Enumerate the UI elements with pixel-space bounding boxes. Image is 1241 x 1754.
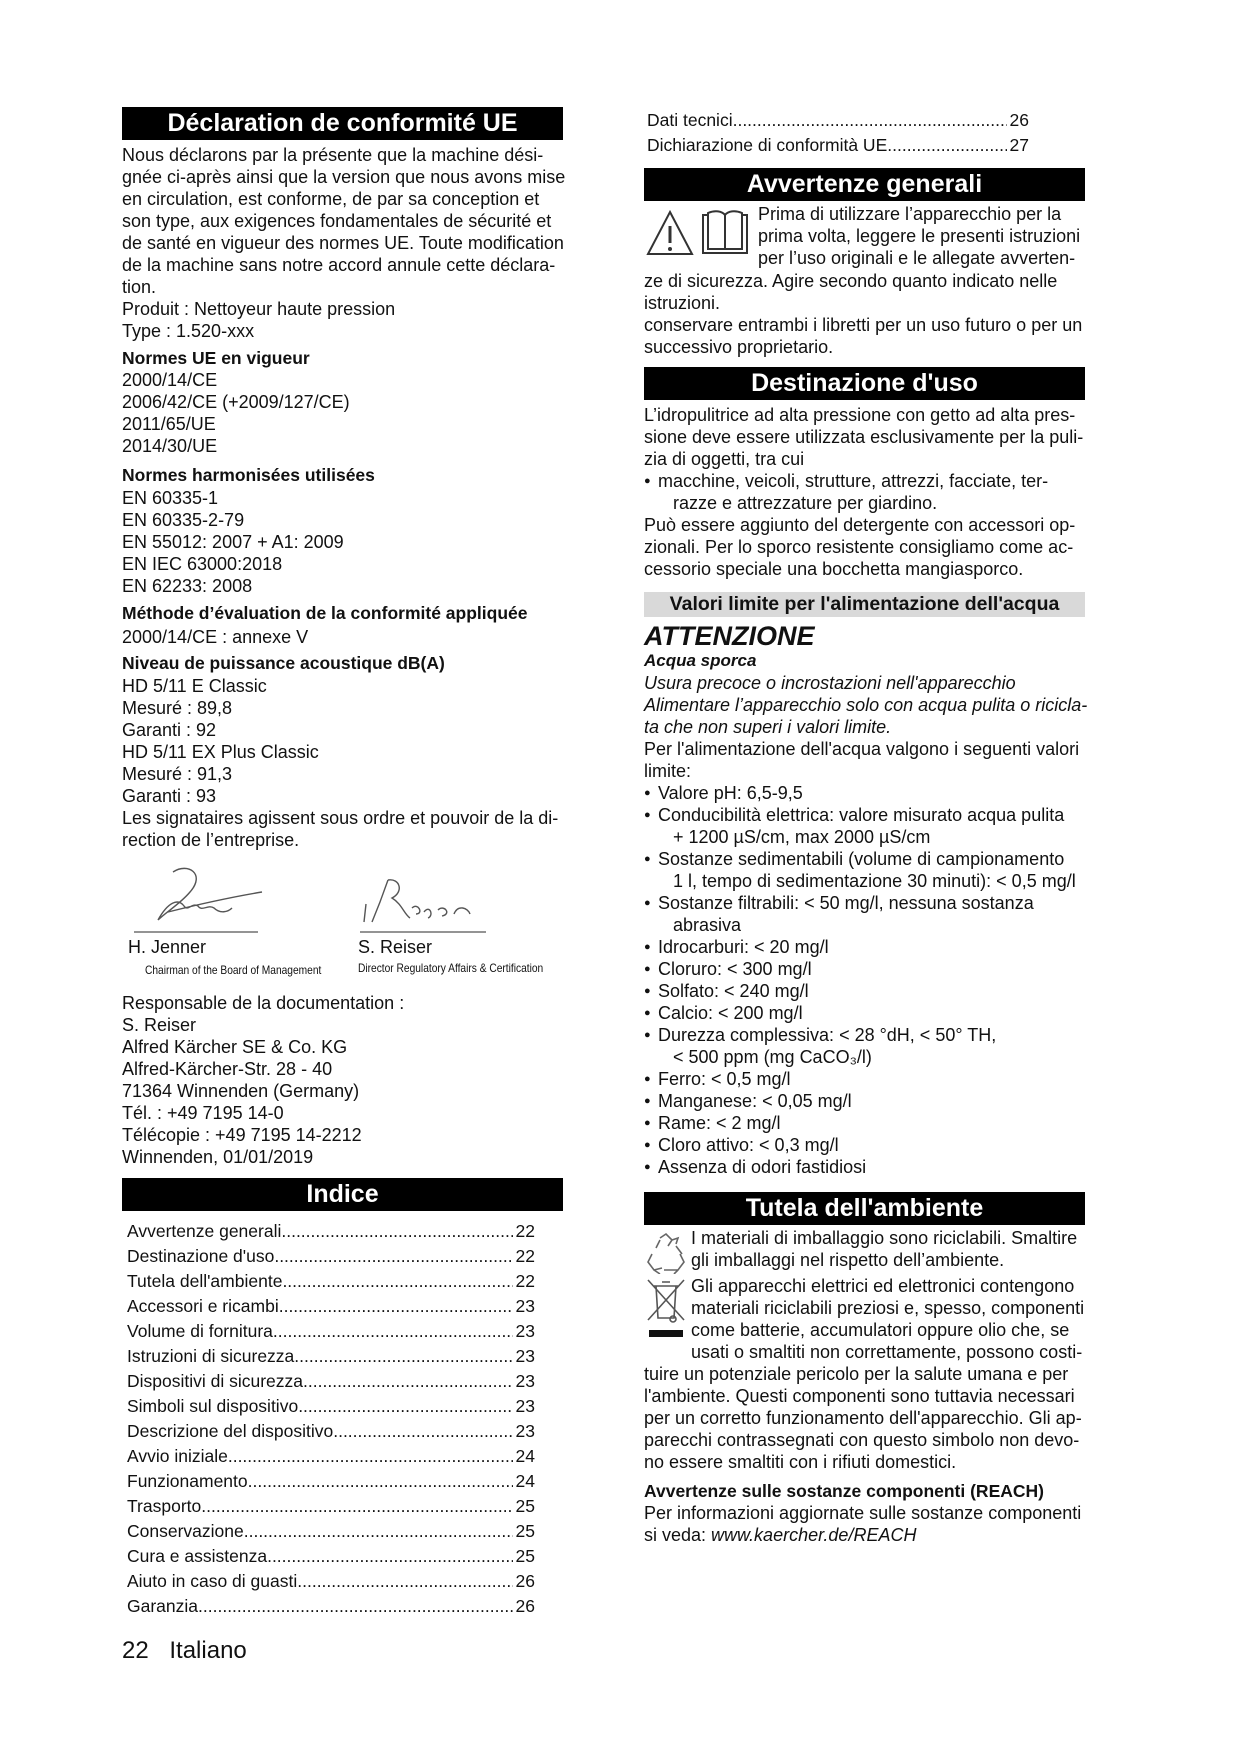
text-line: zionali. Per lo sporco resistente consigliamo come ac-	[644, 537, 1074, 557]
text-line: materiali riciclabili preziosi e, spesso, componenti	[691, 1298, 1085, 1318]
text-line: Tél. : +49 7195 14-0	[122, 1103, 284, 1123]
signatory-title: Director Regulatory Affairs & Certification	[358, 961, 544, 975]
language-label: Italiano	[169, 1637, 247, 1664]
warning-triangle-icon	[645, 209, 695, 262]
table-of-contents	[127, 1219, 535, 1619]
text-line: istruzioni.	[644, 293, 721, 313]
section-heading-declaration: Déclaration de conformité UE	[122, 107, 563, 140]
toc-entry-label: Dispositivi di sicurezza	[127, 1371, 304, 1391]
text-line: Alfred-Kärcher-Str. 28 - 40	[122, 1059, 333, 1079]
toc-leader-dots	[267, 1544, 512, 1569]
eu-norms-list	[122, 369, 563, 457]
text-line: ● Manganese: < 0,05 mg/l	[658, 1091, 852, 1111]
weee-crossed-bin-icon	[646, 1278, 686, 1347]
text-line: HD 5/11 E Classic	[122, 676, 267, 696]
reach-link[interactable]: www.kaercher.de/REACH	[711, 1525, 917, 1545]
toc-leader-dots	[294, 1344, 512, 1369]
intended-use-list	[644, 470, 1085, 514]
toc-entry-label: Cura e assistenza	[127, 1546, 268, 1566]
toc-entry-label: Aiuto in caso di guasti	[127, 1571, 298, 1591]
signature-jenner	[128, 862, 268, 939]
eu-norms-heading: Normes UE en vigueur	[122, 348, 310, 368]
general-warnings-text	[758, 203, 1080, 269]
text-line: razze e attrezzature per giardino.	[673, 493, 938, 513]
toc-entry-page: 23	[515, 1321, 535, 1341]
text-line: per l’uso originali e le allegate avverten-	[758, 248, 1076, 268]
text-line: L’idropulitrice ad alta pressione con getto ad alta pres-	[644, 405, 1076, 425]
toc-entry[interactable]	[127, 1344, 535, 1369]
text-line: 2006/42/CE (+2009/127/CE)	[122, 392, 350, 412]
toc-entry-page: 26	[1009, 110, 1029, 130]
toc-entry-page: 23	[515, 1346, 535, 1366]
text-line: EN 55012: 2007 + A1: 2009	[122, 532, 344, 552]
text-line: ta che non superi i valori limite.	[644, 717, 892, 737]
signature-jenner-icon	[128, 862, 268, 934]
toc-leader-dots	[282, 1269, 512, 1294]
text-line: conservare entrambi i libretti per un uso futuro o per un	[644, 315, 1083, 335]
toc-leader-dots	[274, 1244, 512, 1269]
text-line: Télécopie : +49 7195 14-2212	[122, 1125, 362, 1145]
toc-leader-dots	[887, 133, 1006, 158]
reach-prefix: si veda:	[644, 1525, 712, 1545]
toc-entry-page: 23	[515, 1421, 535, 1441]
reach-text	[644, 1502, 1085, 1546]
toc-entry[interactable]	[127, 1444, 535, 1469]
toc-entry-label: Dati tecnici	[647, 110, 733, 130]
text-line: Produit : Nettoyeur haute pression	[122, 299, 396, 319]
text-line: Prima di utilizzare l’apparecchio per la	[758, 204, 1062, 224]
signatory-name: S. Reiser	[358, 937, 433, 957]
text-line: + 1200 µS/cm, max 2000 µS/cm	[673, 827, 931, 847]
text-line: l'ambiente. Questi componenti sono tuttavia necessari	[644, 1386, 1075, 1406]
toc-leader-dots	[248, 1469, 513, 1494]
list-item	[644, 470, 1085, 514]
water-limits-intro	[644, 738, 1085, 782]
toc-leader-dots	[333, 1419, 512, 1444]
toc-leader-dots	[244, 1519, 513, 1544]
text-line: abrasiva	[673, 915, 742, 935]
toc-leader-dots	[298, 1394, 512, 1419]
toc-entry-label: Avvertenze generali	[127, 1221, 282, 1241]
text-line: tuire un potenziale pericolo per la salute umana e per	[644, 1364, 1069, 1384]
text-line: per un corretto funzionamento dell'apparecchio. Gli ap-	[644, 1408, 1082, 1428]
text-line: de santé en vigueur des normes UE. Toute modification	[122, 233, 564, 253]
hazard-description	[644, 672, 1088, 738]
list-item	[644, 958, 1085, 980]
text-line: EN 62233: 2008	[122, 576, 253, 596]
recycling-text	[691, 1227, 1077, 1271]
toc-leader-dots	[273, 1319, 513, 1344]
text-line: ● Sostanze sedimentabili (volume di campionamento	[658, 849, 1065, 869]
text-line: ● Assenza di odori fastidiosi	[658, 1157, 867, 1177]
toc-entry-label: Conservazione	[127, 1521, 244, 1541]
list-item	[644, 1156, 1085, 1178]
text-line: son type, aux exigences fondamentales de sécurité et	[122, 211, 552, 231]
toc-entry-page: 23	[515, 1371, 535, 1391]
text-line: Alimentare l’apparecchio solo con acqua pulita o ricicla-	[644, 695, 1088, 715]
toc-entry-label: Descrizione del dispositivo	[127, 1421, 334, 1441]
harmonised-norms-list	[122, 487, 563, 597]
toc-leader-dots	[201, 1494, 512, 1519]
toc-entry[interactable]	[127, 1244, 535, 1269]
list-item	[644, 936, 1085, 958]
text-line: ● Solfato: < 240 mg/l	[658, 981, 809, 1001]
toc-entry-label: Trasporto	[127, 1496, 202, 1516]
text-line: cessorio speciale una bocchetta mangiasporco.	[644, 559, 1024, 579]
toc-entry-label: Funzionamento	[127, 1471, 248, 1491]
text-line: ze di sicurezza. Agire secondo quanto indicato nelle	[644, 271, 1058, 291]
toc-entry[interactable]	[127, 1419, 535, 1444]
text-line: EN 60335-2-79	[122, 510, 245, 530]
text-line: no essere smaltiti con i rifiuti domestici.	[644, 1452, 957, 1472]
section-heading-environment: Tutela dell'ambiente	[644, 1192, 1085, 1225]
text-line: Mesuré : 89,8	[122, 698, 233, 718]
toc-entry-page: 22	[515, 1246, 535, 1266]
text-line: EN 60335-1	[122, 488, 219, 508]
text-line: sione deve essere utilizzata esclusivamente per la puli-	[644, 427, 1084, 447]
toc-entry[interactable]	[127, 1494, 535, 1519]
list-item	[644, 1002, 1085, 1024]
recycling-icon	[646, 1232, 686, 1279]
text-line: HD 5/11 EX Plus Classic	[122, 742, 319, 762]
text-line: come batterie, accumulatori oppure olio che, se	[691, 1320, 1070, 1340]
text-line: Les signataires agissent sous ordre et pouvoir de la di-	[122, 808, 559, 828]
toc-entry[interactable]	[127, 1394, 535, 1419]
toc-leader-dots	[733, 108, 1007, 133]
text-line: < 500 ppm (mg CaCO₃/l)	[673, 1047, 872, 1067]
general-warnings-text-cont	[644, 270, 1085, 358]
text-line: prima volta, leggere le presenti istruzioni	[758, 226, 1081, 246]
signatory-name: H. Jenner	[128, 937, 207, 957]
toc-entry-page: 26	[515, 1596, 535, 1616]
list-item	[644, 892, 1085, 936]
text-line: ● Cloruro: < 300 mg/l	[658, 959, 812, 979]
subsection-heading-water-limits: Valori limite per l'alimentazione dell'acqua	[644, 592, 1085, 617]
list-item	[644, 1090, 1085, 1112]
list-item	[644, 1068, 1085, 1090]
toc-entry-page: 27	[1009, 135, 1029, 155]
toc-entry-page: 24	[515, 1446, 535, 1466]
toc-leader-dots	[279, 1294, 513, 1319]
page-footer	[122, 1636, 247, 1666]
toc-entry[interactable]	[127, 1319, 535, 1344]
text-line: ● Ferro: < 0,5 mg/l	[658, 1069, 791, 1089]
text-line: successivo proprietario.	[644, 337, 834, 357]
toc-entry[interactable]	[127, 1219, 535, 1244]
text-line: Nous déclarons par la présente que la machine dési-	[122, 145, 544, 165]
text-line: Winnenden, 01/01/2019	[122, 1147, 314, 1167]
toc-entry-page: 22	[515, 1221, 535, 1241]
list-item	[644, 782, 1085, 804]
text-line: EN IEC 63000:2018	[122, 554, 283, 574]
text-line: ● Cloro attivo: < 0,3 mg/l	[658, 1135, 839, 1155]
text-line	[644, 1524, 1085, 1546]
text-line: limite:	[644, 761, 692, 781]
method-heading: Méthode d’évaluation de la conformité appliquée	[122, 603, 528, 623]
toc-entry[interactable]	[127, 1544, 535, 1569]
text-line: gnée ci-après ainsi que la version que nous avons mise	[122, 167, 566, 187]
text-line: de la machine sans notre accord annule cette déclara-	[122, 255, 556, 275]
list-item	[644, 804, 1085, 848]
toc-entry[interactable]	[127, 1269, 535, 1294]
toc-entry-page: 23	[515, 1396, 535, 1416]
toc-leader-dots	[303, 1369, 513, 1394]
declaration-intro	[122, 144, 566, 342]
toc-entry-label: Avvio iniziale	[127, 1446, 228, 1466]
text-line: 2011/65/UE	[122, 414, 216, 434]
intended-use-body	[644, 404, 1085, 580]
text-line: ● Valore pH: 6,5-9,5	[658, 783, 803, 803]
toc-entry-label: Volume di fornitura	[127, 1321, 273, 1341]
toc-entry-page: 25	[515, 1546, 535, 1566]
text-line: usati o smaltiti non correttamente, possono costi-	[691, 1342, 1083, 1362]
manual-book-icon	[700, 207, 750, 262]
text-line: ● Durezza complessiva: < 28 °dH, < 50° TH,	[658, 1025, 997, 1045]
toc-leader-dots	[228, 1444, 513, 1469]
noise-values	[122, 675, 563, 851]
text-line: Responsable de la documentation :	[122, 993, 405, 1013]
intended-use-intro	[644, 404, 1085, 470]
toc-entry-page: 23	[515, 1296, 535, 1316]
page-number: 22	[122, 1637, 149, 1664]
noise-heading: Niveau de puissance acoustique dB(A)	[122, 653, 445, 673]
water-limits-body	[644, 672, 1088, 1178]
text-line: rection de l’entreprise.	[122, 830, 300, 850]
toc-entry-label: Tutela dell'ambiente	[127, 1271, 283, 1291]
toc-entry-page: 26	[515, 1571, 535, 1591]
text-line: tion.	[122, 277, 157, 297]
toc-leader-dots	[281, 1219, 512, 1244]
toc-entry-label: Simboli sul dispositivo	[127, 1396, 299, 1416]
text-line: Per l'alimentazione dell'acqua valgono i seguenti valori	[644, 739, 1080, 759]
toc-leader-dots	[198, 1594, 513, 1619]
method-text	[122, 626, 563, 648]
text-line: 2000/14/CE	[122, 370, 218, 390]
text-line: Usura precoce o incrostazioni nell'apparecchio	[644, 673, 1016, 693]
list-item	[644, 980, 1085, 1002]
toc-entry-label: Istruzioni di sicurezza	[127, 1346, 295, 1366]
toc-entry[interactable]	[127, 1294, 535, 1319]
text-line: Per informazioni aggiornate sulle sostanze componenti	[644, 1503, 1082, 1523]
text-line: ● Calcio: < 200 mg/l	[658, 1003, 803, 1023]
text-line: parecchi contrassegnati con questo simbolo non devo-	[644, 1430, 1080, 1450]
toc-entry[interactable]	[127, 1369, 535, 1394]
text-line: 2014/30/UE	[122, 436, 218, 456]
toc-entry-page: 25	[515, 1496, 535, 1516]
toc-entry[interactable]	[127, 1519, 535, 1544]
text-line: Type : 1.520-xxx	[122, 321, 255, 341]
toc-leader-dots	[297, 1569, 512, 1594]
toc-entry[interactable]	[127, 1594, 535, 1619]
text-line: ● Rame: < 2 mg/l	[658, 1113, 781, 1133]
toc-entry[interactable]	[647, 133, 1029, 158]
list-item	[644, 1024, 1085, 1068]
text-line: Garanti : 92	[122, 720, 217, 740]
section-heading-general-warnings: Avvertenze generali	[644, 168, 1085, 201]
toc-entry-label: Accessori e ricambi	[127, 1296, 279, 1316]
weee-text	[691, 1275, 1084, 1363]
toc-entry-label: Destinazione d'uso	[127, 1246, 275, 1266]
toc-entry-page: 22	[515, 1271, 535, 1291]
table-of-contents-continued	[647, 108, 1029, 158]
text-line: en circulation, est conforme, de par sa conception et	[122, 189, 540, 209]
text-line: ● Sostanze filtrabili: < 50 mg/l, nessuna sostanza	[658, 893, 1034, 913]
text-line: Mesuré : 91,3	[122, 764, 233, 784]
toc-entry-label: Dichiarazione di conformità UE	[647, 135, 888, 155]
text-line: 2000/14/CE : annexe V	[122, 627, 309, 647]
attention-label: ATTENZIONE	[644, 621, 815, 651]
text-line: Garanti : 93	[122, 786, 217, 806]
toc-entry-label: Garanzia	[127, 1596, 199, 1616]
toc-entry[interactable]	[127, 1569, 535, 1594]
list-item	[644, 848, 1085, 892]
weee-text-cont	[644, 1363, 1085, 1473]
signatory-title: Chairman of the Board of Management	[145, 963, 322, 977]
signature-reiser-icon	[358, 874, 488, 934]
water-limits-list	[644, 782, 1085, 1178]
list-item	[644, 1112, 1085, 1134]
toc-entry-page: 24	[515, 1471, 535, 1491]
text-line: S. Reiser	[122, 1015, 197, 1035]
text-line: zia di oggetti, tra cui	[644, 449, 805, 469]
text-line: I materiali di imballaggio sono riciclabili. Smaltire	[691, 1228, 1078, 1248]
section-heading-index: Indice	[122, 1178, 563, 1211]
list-item	[644, 1134, 1085, 1156]
toc-entry[interactable]	[127, 1469, 535, 1494]
hazard-label: Acqua sporca	[644, 651, 757, 670]
text-line: ● Conducibilità elettrica: valore misurato acqua pulita	[658, 805, 1065, 825]
signature-reiser	[358, 874, 498, 939]
text-line: Alfred Kärcher SE & Co. KG	[122, 1037, 348, 1057]
text-line: gli imballaggi nel rispetto dell’ambiente.	[691, 1250, 1005, 1270]
text-line: Gli apparecchi elettrici ed elettronici contengono	[691, 1276, 1075, 1296]
documentation-contact	[122, 992, 563, 1168]
harmonised-norms-heading: Normes harmonisées utilisées	[122, 465, 375, 485]
toc-entry[interactable]	[647, 108, 1029, 133]
text-line: ● Idrocarburi: < 20 mg/l	[658, 937, 829, 957]
text-line: Può essere aggiunto del detergente con accessori op-	[644, 515, 1076, 535]
text-line: 1 l, tempo di sedimentazione 30 minuti): < 0,5 mg/l	[673, 871, 1076, 891]
section-heading-intended-use: Destinazione d'uso	[644, 367, 1085, 400]
text-line: 71364 Winnenden (Germany)	[122, 1081, 360, 1101]
toc-entry-page: 25	[515, 1521, 535, 1541]
text-line: ● macchine, veicoli, strutture, attrezzi, facciate, ter-	[658, 471, 1049, 491]
reach-heading: Avvertenze sulle sostanze componenti (REACH)	[644, 1481, 1044, 1501]
intended-use-outro	[644, 514, 1085, 580]
